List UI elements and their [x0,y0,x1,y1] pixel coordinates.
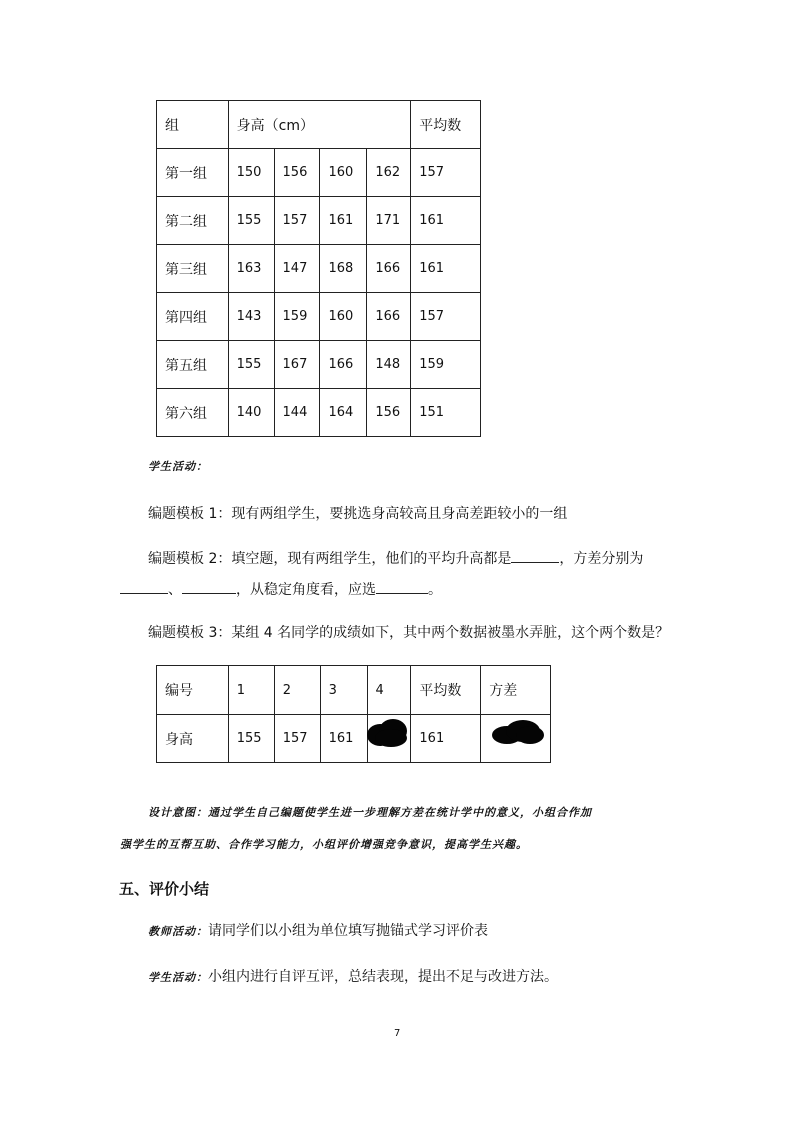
blank-variance-1 [120,579,168,594]
header-average: 平均数 [411,101,481,149]
cell-value: 157 [274,197,320,245]
template-2-line-1 [148,548,643,569]
cell-value: 157 [274,715,320,763]
cell-value: 167 [274,341,320,389]
template-2-text-d: ，从稳定角度看，应选 [236,582,376,598]
row-label: 第三组 [157,245,229,293]
header-1: 1 [228,666,274,715]
header-number: 编号 [157,666,229,715]
cell-value: 160 [320,149,367,197]
blank-choice [376,579,428,594]
table-row [157,341,481,389]
blank-mean [511,548,559,563]
table-row [157,197,481,245]
student-activity-text: 小组内进行自评互评，总结表现，提出不足与改进方法。 [208,969,558,985]
cell-average: 151 [411,389,481,437]
template-2-text-e: 。 [428,582,442,598]
page-number: 7 [394,1028,401,1039]
cell-value: 166 [367,293,411,341]
cell-value: 156 [274,149,320,197]
cell-value: 168 [320,245,367,293]
section-heading: 五、评价小结 [119,880,210,898]
student-activity [148,967,558,988]
header-variance: 方差 [481,666,551,715]
cell-average: 161 [411,245,481,293]
cell-value: 162 [367,149,411,197]
row-label: 第六组 [157,389,229,437]
cell-value: 166 [320,341,367,389]
table-row [157,293,481,341]
teacher-activity-text: 请同学们以小组为单位填写抛锚式学习评价表 [208,923,488,939]
template-2-text-c: 、 [168,582,182,598]
row-label: 第五组 [157,341,229,389]
header-average: 平均数 [411,666,481,715]
header-group: 组 [157,101,229,149]
table-header-row [157,666,551,715]
cell-value: 144 [274,389,320,437]
template-2-text-b: ，方差分别为 [559,551,644,567]
cell-value: 164 [320,389,367,437]
template-2-text-a: 编题模板 2：填空题，现有两组学生，他们的平均升高都是 [148,551,512,567]
table-row [157,245,481,293]
row-label: 身高 [157,715,229,763]
cell-average: 161 [411,715,481,763]
cell-value: 156 [367,389,411,437]
teacher-activity-label: 教师活动： [148,925,208,938]
design-intent-line-1: 设计意图：通过学生自己编题使学生进一步理解方差在统计学中的意义，小组合作加 [148,806,592,819]
cell-value: 148 [367,341,411,389]
table-row [157,149,481,197]
cell-value: 163 [228,245,274,293]
cell-value: 147 [274,245,320,293]
cell-value: 140 [228,389,274,437]
student-activity-label: 学生活动： [148,460,208,473]
cell-value: 160 [320,293,367,341]
cell-value: 161 [320,197,367,245]
cell-average: 161 [411,197,481,245]
cell-value: 166 [367,245,411,293]
row-label: 第二组 [157,197,229,245]
cell-value: 161 [320,715,367,763]
header-3: 3 [320,666,367,715]
blank-variance-2 [182,579,236,594]
row-label: 第四组 [157,293,229,341]
cell-value: 143 [228,293,274,341]
cell-value: 159 [274,293,320,341]
template-2-line-2 [120,579,442,600]
score-table [156,665,551,763]
cell-value: 171 [367,197,411,245]
ink-blot-icon [367,719,409,749]
cell-value: 155 [228,715,274,763]
cell-value: 150 [228,149,274,197]
cell-value: 155 [228,341,274,389]
cell-average: 159 [411,341,481,389]
ink-blot-icon [492,720,546,746]
student-activity-label: 学生活动： [148,971,208,984]
design-intent-line-2: 强学生的互帮互助、合作学习能力，小组评价增强竞争意识，提高学生兴趣。 [120,838,528,851]
cell-average: 157 [411,149,481,197]
header-height: 身高（cm） [228,101,411,149]
cell-value: 155 [228,197,274,245]
template-3-text: 编题模板 3：某组 4 名同学的成绩如下，其中两个数据被墨水弄脏，这个两个数是？ [148,625,670,641]
table-row [157,389,481,437]
height-table [156,100,481,437]
row-label: 第一组 [157,149,229,197]
teacher-activity [148,921,488,942]
cell-average: 157 [411,293,481,341]
header-4: 4 [367,666,411,715]
template-1-text: 编题模板 1：现有两组学生，要挑选身高较高且身高差距较小的一组 [148,506,568,522]
header-2: 2 [274,666,320,715]
